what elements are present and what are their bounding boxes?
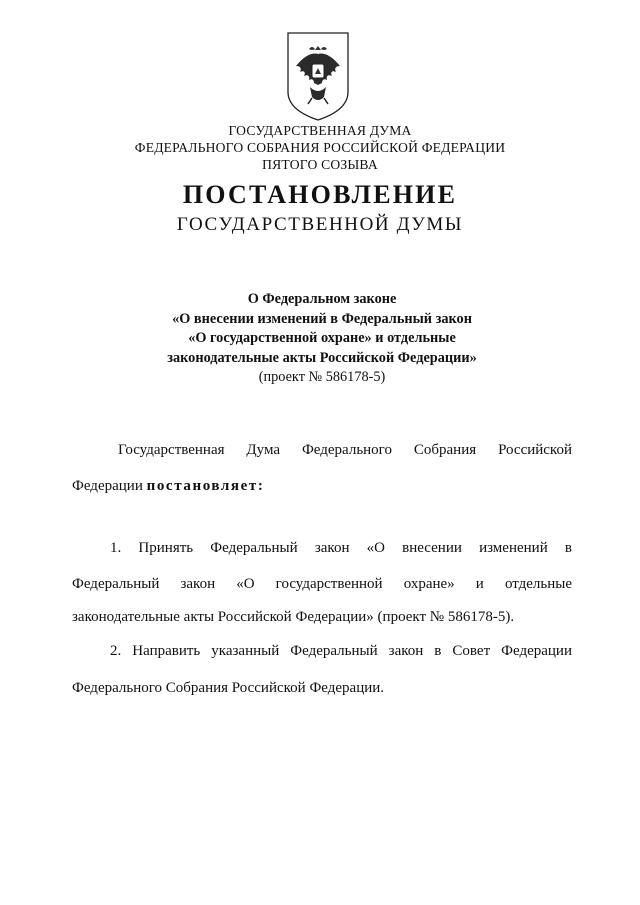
coat-of-arms-icon — [284, 30, 352, 122]
org-line-convocation: ПЯТОГО СОЗЫВА — [262, 157, 378, 172]
intro-text: Федерации — [72, 478, 147, 494]
item-2-line-2: Федерального Собрания Российской Федерации. — [72, 680, 385, 696]
law-title-line: «О внесении изменений в Федеральный закон — [172, 310, 472, 327]
law-title-block — [150, 290, 494, 388]
item-1-line-2: Федеральный закон «О государственной охране» и отдельные — [72, 576, 572, 592]
draft-number: (проект № 586178-5) — [258, 369, 386, 385]
law-title-line: законодательные акты Российской Федерации» — [167, 349, 477, 366]
item-2-line-1: 2. Направить указанный Федеральный закон в Совет Федерации — [110, 643, 572, 659]
org-line-duma: ГОСУДАРСТВЕННАЯ ДУМА — [228, 123, 412, 138]
item-1-line-1: 1. Принять Федеральный закон «О внесении изменений в — [110, 540, 572, 556]
document-title: ПОСТАНОВЛЕНИЕ — [182, 180, 458, 209]
item-1-line-3: законодательные акты Российской Федерации» (проект № 586178-5). — [72, 609, 515, 625]
org-line-assembly: ФЕДЕРАЛЬНОГО СОБРАНИЯ РОССИЙСКОЙ ФЕДЕРАЦИИ — [134, 140, 506, 155]
law-title-line: О Федеральном законе — [247, 291, 397, 307]
intro-line-1: Государственная Дума Федерального Собрания Российской — [118, 442, 572, 458]
law-title-line: «О государственной охране» и отдельные — [188, 330, 456, 346]
intro-line-2 — [72, 476, 572, 496]
resolves-word: постановляет: — [146, 478, 265, 494]
document-subtitle: ГОСУДАРСТВЕННОЙ ДУМЫ — [176, 214, 464, 235]
